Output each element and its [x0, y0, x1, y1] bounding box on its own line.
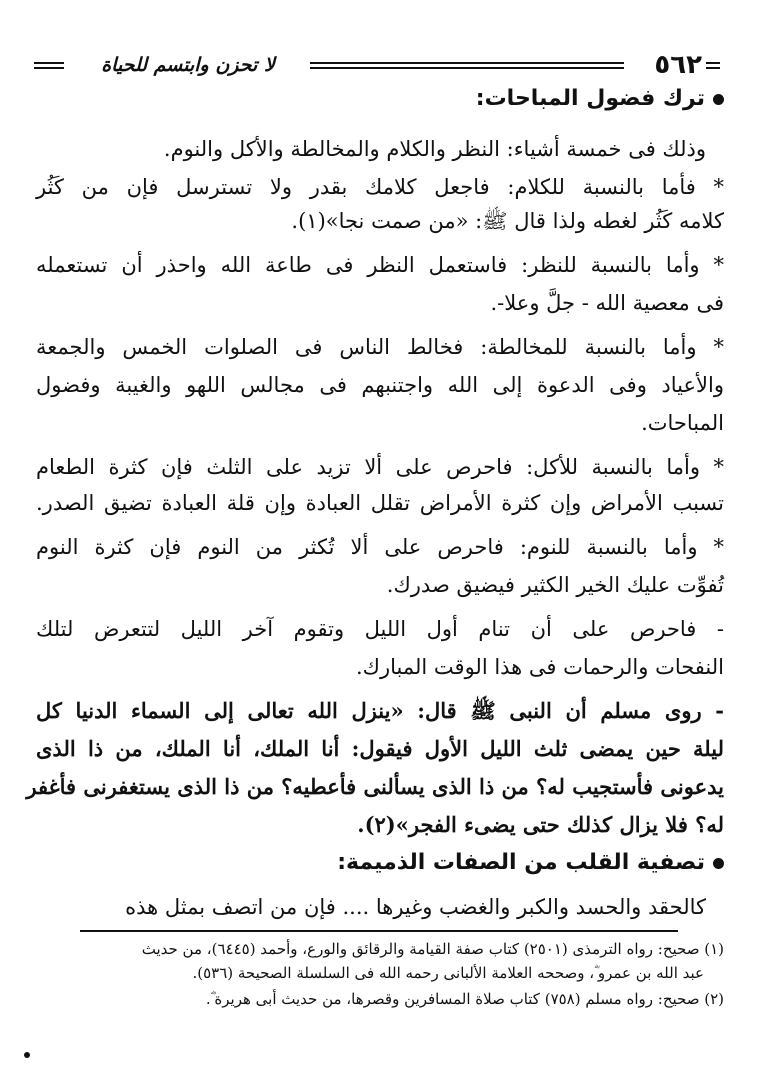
header-rule-right — [706, 62, 720, 69]
text-line: المباحات. — [641, 411, 724, 435]
text-line: * فأما بالنسبة للكلام: فاجعل كلامك بقدر ولا تسترسل فإن من كَثُر — [36, 175, 724, 199]
hadith-line: - روى مسلم أن النبى ﷺ قال: «ينزل الله تعالى إلى السماء الدنيا كل — [36, 698, 724, 723]
text-line: * وأما بالنسبة للنوم: فاحرص على ألا تُكثر من النوم فإن كثرة النوم — [36, 535, 724, 559]
text-line: تسبب الأمراض وإن كثرة الأمراض تقلل العبادة وإن قلة العبادة تضيق الصدر. — [36, 491, 724, 515]
text-line: النفحات والرحمات فى هذا الوقت المبارك. — [356, 655, 724, 679]
page-dot-mark — [24, 1052, 30, 1058]
text-line: * وأما بالنسبة للمخالطة: فخالط الناس فى الصلوات الخمس والجمعة — [36, 335, 724, 359]
page-number: ٥٦٢ — [654, 50, 702, 80]
hadith-line: يدعونى فأستجيب له؟ من ذا الذى يسألنى فأعطيه؟ من ذا الذى يستغفرنى فأغفر — [26, 774, 724, 799]
header-rule-middle — [310, 62, 624, 69]
section-heading: ترك فضول المباحات: — [476, 86, 724, 111]
text-line: * وأما بالنسبة للنظر: فاستعمل النظر فى طاعة الله واحذر أن تستعمله — [36, 253, 724, 277]
book-title: لا تحزن وابتسم للحياة — [101, 54, 275, 76]
header-rule-left — [34, 62, 64, 69]
footnote: (٢) صحيح: رواه مسلم (٧٥٨) كتاب صلاة المسافرين وقصرها، من حديث أبى هريرة ؓ. — [205, 990, 724, 1008]
text-line: * وأما بالنسبة للأكل: فاحرص على ألا تزيد على الثلث فإن كثرة الطعام — [36, 455, 724, 479]
text-line: كالحقد والحسد والكبر والغضب وغيرها .... فإن من اتصف بمثل هذه — [125, 895, 706, 919]
page-header — [34, 46, 720, 80]
text-line: وذلك فى خمسة أشياء: النظر والكلام والمخالطة والأكل والنوم. — [163, 137, 706, 161]
text-line: كلامه كَثُر لغطه ولذا قال ﷺ: «من صمت نجا»(١). — [291, 209, 724, 233]
bullet-icon — [713, 94, 724, 105]
text-line: فى معصية الله - جلَّ وعلا-. — [490, 291, 724, 315]
hadith-line: له؟ فلا يزال كذلك حتى يضىء الفجر»(٢). — [357, 812, 724, 837]
footnote: عبد الله بن عمرو ؓ، وصححه العلامة الألبانى رحمه الله فى السلسلة الصحيحة (٥٣٦). — [192, 964, 704, 982]
bullet-icon — [713, 858, 724, 869]
section-heading: تصفية القلب من الصفات الذميمة: — [337, 850, 724, 875]
footnote-rule — [80, 930, 678, 932]
footnote: (١) صحيح: رواه الترمذى (٢٥٠١) كتاب صفة القيامة والرقائق والورع، وأحمد (٦٤٤٥)، من حديث — [141, 940, 724, 958]
hadith-line: ليلة حين يمضى ثلث الليل الأول فيقول: أنا الملك، أنا الملك، من ذا الذى — [36, 736, 724, 761]
text-line: - فاحرص على أن تنام أول الليل وتقوم آخر الليل لتتعرض لتلك — [36, 617, 724, 641]
text-line: تُفوِّت عليك الخير الكثير فيضيق صدرك. — [386, 573, 724, 597]
text-line: والأعياد وفى الدعوة إلى الله واجتنبهم فى مجالس اللهو والغيبة وفضول — [36, 373, 724, 397]
